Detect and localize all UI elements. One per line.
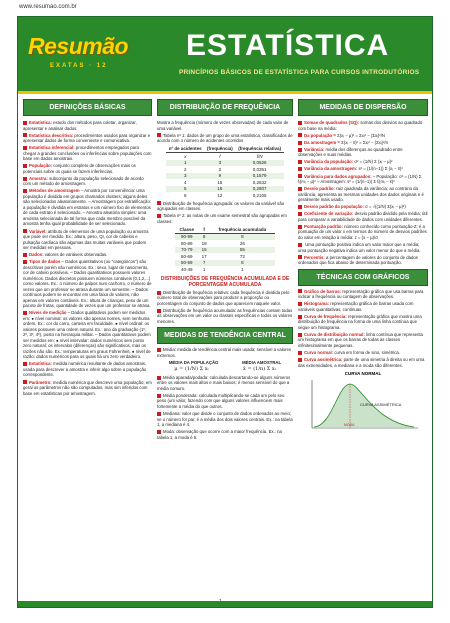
definition: – Dados quantitativos (ou "categóricos") são descritivos porém não numéricos. Ex.: sexo, lugar de nascimento, cor de cabelo possíveis. – Dados quantitativos possuem valores numéricos. Dados discretos possuem números contáveis (0,1,2,...) como valores. Ex.: o número de palpos num cachorro, o número de vezes que um professor se atrasa durante um semestre. – Dados contínuos podem se encontrar em uma faixa de valores, não apenas em valores contáveis. Ex.: altura de crianças, peso de um pacote de frutas, quantidade de vezes que um professor se atrasa. [23,259,152,309]
term: Dados: [29,252,44,258]
table-cell: 4 [183,179,187,185]
definition: desvio padrão dividido pela média; útil para comparar a variabilidade de dados com unidades diferentes. [298,211,428,222]
list-item [298,174,428,185]
term: Curva normal: [304,350,334,355]
table-header: (frequência) [204,146,235,153]
list-item [23,176,152,187]
list-item [23,380,152,397]
header [18,17,432,94]
table-caption: Tabela nº 2: as notas de um exame semestral são agrupadas em classes: [157,213,287,224]
graph-techniques-list [298,289,428,368]
list-item [23,310,152,360]
table-subheader: x [184,153,187,159]
table-cell: 60-69 [180,253,193,259]
table-cell: 1 [183,160,187,166]
list-item [23,163,152,174]
table-cell: 0,2807 [252,186,267,192]
table-cell: 50-59 [180,260,193,266]
term: Variância para dados agrupados: [304,173,372,179]
chart-title: CURVA NORMAL [344,371,382,377]
term: Estatística descritiva: [29,132,74,138]
definition: estudo dos métodos para coletar, organizar, apresentar e analisar dados. [23,120,137,131]
table-row [175,233,275,240]
brand-logo [24,25,132,79]
table-cell: 3 [218,160,222,166]
section-heading: DEFINIÇÕES BÁSICAS [23,99,152,116]
column-dispersion [298,99,428,595]
list-item [23,361,152,378]
column-basic-definitions [23,99,152,595]
definition: medida numérica que descreve uma população; em geral os parâmetros não são computados, mas sim inferidos com base em estatísticas por amostragem. [23,379,152,396]
section-heading: MEDIDAS DE TENDÊNCIA CENTRAL [157,327,293,344]
table-cell: 17 [201,253,207,259]
bullet-icon [298,333,302,337]
table-header: (frequência relativa) [235,146,284,153]
bullet-icon [298,255,302,259]
grouped-frequency-table [175,226,275,273]
table-cell: 8 [202,234,206,240]
bullet-icon [298,289,302,293]
list-item [23,252,152,258]
definition: procedimentos usados para organizar e apresentar dados de forma conveniente e comunicativa. [23,132,151,144]
definition: medida numérica resultante de dados amostrais, usada para descrever a amostra e inferir algo sobre a população correspondente. [23,361,147,378]
table-cell: 0,0526 [252,160,267,166]
table-cell: 18 [201,240,207,246]
table-cell: 15 [201,247,207,253]
table-cell: 8 [241,234,244,240]
table-header: frequência acumulada [210,226,275,233]
table-row [175,266,275,273]
definition: número conhecido como pontuação-Z; é a pontuação de um valor x em termos do número de desvios padrões do valor em relação à média: z = (x − μ)/σ [298,223,427,240]
table-subheader: f [219,153,221,159]
term: Estatística inferencial: [29,145,75,151]
term: Variância da população: [304,159,354,165]
list-item [298,140,428,146]
table-header: nº de acidentes [166,146,204,153]
definition: somas dos desvios ao quadrado com base na média: [298,120,423,131]
chart-subtitle: CURVA ASSIMÉTRICA [360,402,402,408]
definition: raiz quadrada da variância; ao contrário da variância, apresenta as mesmas unidades dos dados originais e é geralmente mais usado. [298,186,424,203]
term: População: [29,163,53,169]
table-header: Classe [175,226,198,233]
mean-formulas: μ = (1/N) Σ xᵢ x̄ = (1/n) Σ xᵢ [174,366,276,373]
definition: procedimentos empregados para chegar a grandes conclusões ou inferências sobre populações com base em dados amostrais. [23,145,152,162]
brand-series: EXATAS · 12 [50,63,108,69]
list-item [23,145,152,162]
list-item [298,242,428,253]
mean-formula-labels: MÉDIA DA POPULAÇÃO MÉDIA AMOSTRAL [168,359,282,365]
table-cell: 72 [239,253,245,259]
table-cell: 90-99 [180,234,193,240]
term: Pontuação padrão: [304,223,343,229]
definition: valores de variáveis observadas. [44,252,108,258]
table-cell: 7 [202,260,206,266]
section-subheading: DISTRIBUIÇÕES DE FREQUÊNCIA ACUMULADA E DE PORCENTAGEM ACUMULADA [160,275,290,288]
table-caption: Tabela nº 1: dados de um grupo de uma estatística, classificados de acordo com o número de acidentes ocorridos [157,132,293,144]
cumulative-frequency-text: Distribuição de frequência acumulada: as frequências contam todas as observações em um valor ou classes específicas e todos os valores menores. [157,307,293,324]
bullet-icon [298,167,302,171]
table-cell: 55 [239,247,245,253]
relative-frequency-text: Distribuição de frequência relativa: cada frequência é dividida pelo número total de observações para produzir a proporção ou porcentagem do conjunto de dados que aparecem naquele valor. [157,289,290,306]
brand-name: Resumão [28,33,129,59]
mode-label: MODA [344,423,355,428]
bullet-icon [298,212,302,216]
term: Percentis: [304,254,325,260]
list-item [23,133,152,144]
list-item [298,255,428,266]
bullet-icon [23,253,27,257]
intro-text: Mostra a frequência (número de vezes observadas) de cada valor de uma variável. [157,120,289,131]
table-cell: 0,0351 [252,166,267,172]
definition: s² = (1/(n−1)) Σ (xᵢ − x̄)² [358,166,403,172]
table-cell: 2 [183,166,187,172]
bullet-icon [23,311,27,315]
term: Somas de quadrados (SQ): [304,120,360,125]
bullet-icon [298,174,302,178]
column-frequency-distribution [157,99,293,595]
bullet-icon [298,351,302,355]
page-subtitle: PRINCÍPIOS BÁSICOS DE ESTATÍSTICA PARA CURSOS INTRODUTÓRIOS [179,69,420,76]
definition: Uma pontuação positiva indica um valor maior que a média; uma pontuação negativa indica um valor menor do que a média. [298,242,421,253]
cheat-sheet-page [17,16,433,608]
list-item [298,159,428,165]
bullet-icon [298,160,302,164]
list-item [298,204,428,210]
definition: Σ(xᵢ − μ)² = Σxᵢ² − (Σxᵢ)²/N [337,132,386,138]
term: Níveis de medição [29,310,67,316]
term: Desvio padrão: [304,186,336,192]
term: Curva de distribuição normal: [304,331,365,337]
table-cell: 8 [241,260,244,266]
grouped-text: Distribuição de frequência agrupada: os valores da variável são agrupados em classes. [157,200,285,212]
definition: conjunto completo de observações mais os potenciais sobre os quais se fazem inferências. [23,163,136,174]
term: Da amostragem = [304,139,340,145]
bullet-icon [23,380,27,384]
definition: subconjunto da população selecionado de acordo com um método de amostragem. [23,175,144,187]
table-cell: 1 [202,266,206,272]
term: Estatística: [29,120,52,125]
table-cell: 0,2105 [252,192,267,198]
median-text: Mediana: valor que divide o conjunto de dados ordenados ao meio; se o número for par, é a média dos dois valores centrais. Ex.: na tabela 1, a mediana é 4. [157,411,293,428]
bullet-icon [23,133,27,137]
bullet-icon [23,362,27,366]
term: Histograma: [304,301,330,307]
definition: σ = √((1/N) Σ(xᵢ − μ)²) [365,204,406,210]
bullet-icon [23,229,27,233]
table-cell: 0,2632 [252,179,267,185]
definition: atributo de elementos de uma população ou amostra que pode ser medido. Ex.: altura, peso, QI, cor de cabelos e pulsação cardíaca são algumas das muitas variáveis que podem ser medidas em pessoas. [23,228,149,251]
table-cell: 0,1579 [252,173,267,179]
table-cell: 2 [218,166,222,172]
bullet-icon [298,315,302,319]
definition: curva em forma de sino, simétrica. [334,350,401,355]
list-item [23,229,152,251]
table-cell: 9 [218,173,222,179]
bullet-icon [298,205,302,209]
bullet-icon [298,121,302,125]
definition: média dos diferenças ao quadrado entre observações e suas médias. [298,146,403,158]
bullet-icon [23,177,27,181]
term: Variância da amostragem: [304,166,358,172]
definition: representação gráfica de barras usada com variáveis quantitativas, contínuas. [298,301,414,312]
definition: σ² = (1/N) Σ (xᵢ − μ)² [354,159,393,165]
bullet-icon [298,148,302,152]
definition: parte de uma simetria à direita ou em uma das extremidades, a mediana e a moda são diferentes. [298,357,425,368]
page-title: ESTATÍSTICA [186,29,390,62]
mode-text: Moda: observação que ocorre com a maior frequência. Ex.: na tabela 1, a moda é 5. [157,429,282,440]
term: Desvio padrão da população: [304,204,364,210]
list-item [298,224,428,241]
term: Tipos de dados [29,259,61,265]
bullet-icon [23,164,27,168]
bullet-icon [23,146,27,150]
list-item [298,289,428,300]
table-cell: 80-89 [180,240,193,246]
definition: Σ(xᵢ − x̄)² = Σxᵢ² − (Σxᵢ)²/n [341,139,389,145]
section-heading: MEDIDAS DE DISPERSÃO [298,99,428,116]
term: Variância: [304,146,325,152]
term: Amostra: [29,175,48,181]
list-item [298,357,428,368]
bullet-icon [298,141,302,145]
table-cell: 15 [217,179,223,185]
term: Curva assimétrica: [304,357,343,363]
table-cell: 6 [183,192,187,198]
list-item [298,211,428,222]
bullet-icon [23,189,27,193]
bullet-icon [298,187,302,191]
bullet-icon [298,225,302,229]
table-row [166,192,284,199]
definition: a percentagem de valores do conjunto de dados ordenados que fica abaixo de determinada pontuação. [298,254,418,266]
list-item [298,120,428,131]
list-item [298,350,428,356]
weighted-mean-text: Média ponderada: calculada multiplicando-se cada um pelo seu peso (um valor, fazendo com que alguns valores influenciem mais fortemente a média do que outros. [157,392,285,409]
bullet-icon [298,243,302,247]
section-heading: DISTRIBUIÇÃO DE FREQUÊNCIA [157,99,293,116]
list-item [298,314,428,331]
table-cell: 3 [183,173,187,179]
definitions-list [23,120,152,396]
list-item [23,120,152,131]
list-item [298,301,428,312]
site-url: www.resumao.com.br [19,4,77,10]
term: Coeficiente de variação: [304,211,354,217]
term: Curva de frequência: [304,313,347,319]
list-item [23,259,152,309]
list-item [298,147,428,158]
bullet-icon [298,358,302,362]
trimmed-mean-text: Média aparada/podada: calculada descartando-se alguns números entre os valores mais altos e mais baixos; é menos sensível do que a média comum. [157,374,291,391]
table-cell: 12 [217,192,223,198]
list-item [298,332,428,349]
term: Parâmetro: [29,379,52,385]
term: Estatística: [29,361,52,367]
term: Variável: [29,228,47,234]
list-item [298,133,428,139]
table-cell: 16 [217,186,223,192]
section-heading: TÉCNICAS COM GRÁFICOS [298,269,428,286]
definition: linha contínua que representa um histograma em que os barras de todas as classes infinitesimalmente pequenas. [298,331,423,348]
definition: – Amostra por conveniência: uma população é dividida em grupos chamados clusters; alguns deles são selecionados aleatoriamente. – Amostragem por estratificação: a população é dividida em estratos e um número fixo de elementos de cada estrato é selecionado. – Amostra aleatória simples: uma amostra selecionada de tal forma que cada membro possível da amostra tenha igual probabilidade de ser selecionado. [23,188,152,227]
footer-bar [18,601,432,607]
definition: – População: σ² = (1/N) Σ fᵢ(mᵢ − μ)² – Amostragem: s² = (1/(n−1)) Σ fᵢ(mᵢ − x̄)² [298,173,422,185]
definition: representação gráfica que usa barras para indicar a frequência ou contagem de observações. [298,288,424,300]
bullet-icon [298,133,302,137]
bullet-icon [23,121,27,125]
table-header: f [198,226,209,233]
frequency-table [166,146,284,199]
table-cell: 1 [241,266,244,272]
definition: – Dados qualitativos podem ser medidos em: ● nível nominal: os valores são apenas nomes, sem nenhuma ordem. Ex.: cor do carro, carteira em faculdade. ● nível ordinal: os valores possuem uma ordem natural. Ex.: ano da graduação (1º, 2º, 3º, 4º), posto na hierarquia militar. – Dados quantitativos podem ser medidos em: ● nível intervalar: dados numéricos sem ponto zero natural; os intervalos (diferenças) são significativos, mas os razões não são. Ex.: temperaturas em graus Fahrenheit. ● nível de razão: dados numéricos para os quais há um zero verdadeiro. [23,310,151,360]
term: Da população = [304,132,336,138]
list-item [298,166,428,172]
table-cell: 5 [183,186,187,192]
dispersion-list [298,120,428,266]
list-item [23,188,152,227]
list-item [298,186,428,203]
bullet-icon [23,260,27,264]
bullet-icon [298,302,302,306]
definition: representação gráfica que mostra uma distribuição de frequência na forma de uma linha contínua que segue um histograma. [298,313,422,330]
table-cell: 40-49 [180,266,193,272]
table-subheader: f/N [256,153,263,159]
term: Gráfico de barras: [304,288,342,294]
table-cell: 26 [239,240,245,246]
term: Métodos de amostragem [29,188,80,194]
mean-text: Média: medida de tendência central mais usada; sensível a valores extremos. [157,347,292,358]
normal-curve-chart [304,376,422,434]
table-cell: 70-79 [180,247,193,253]
